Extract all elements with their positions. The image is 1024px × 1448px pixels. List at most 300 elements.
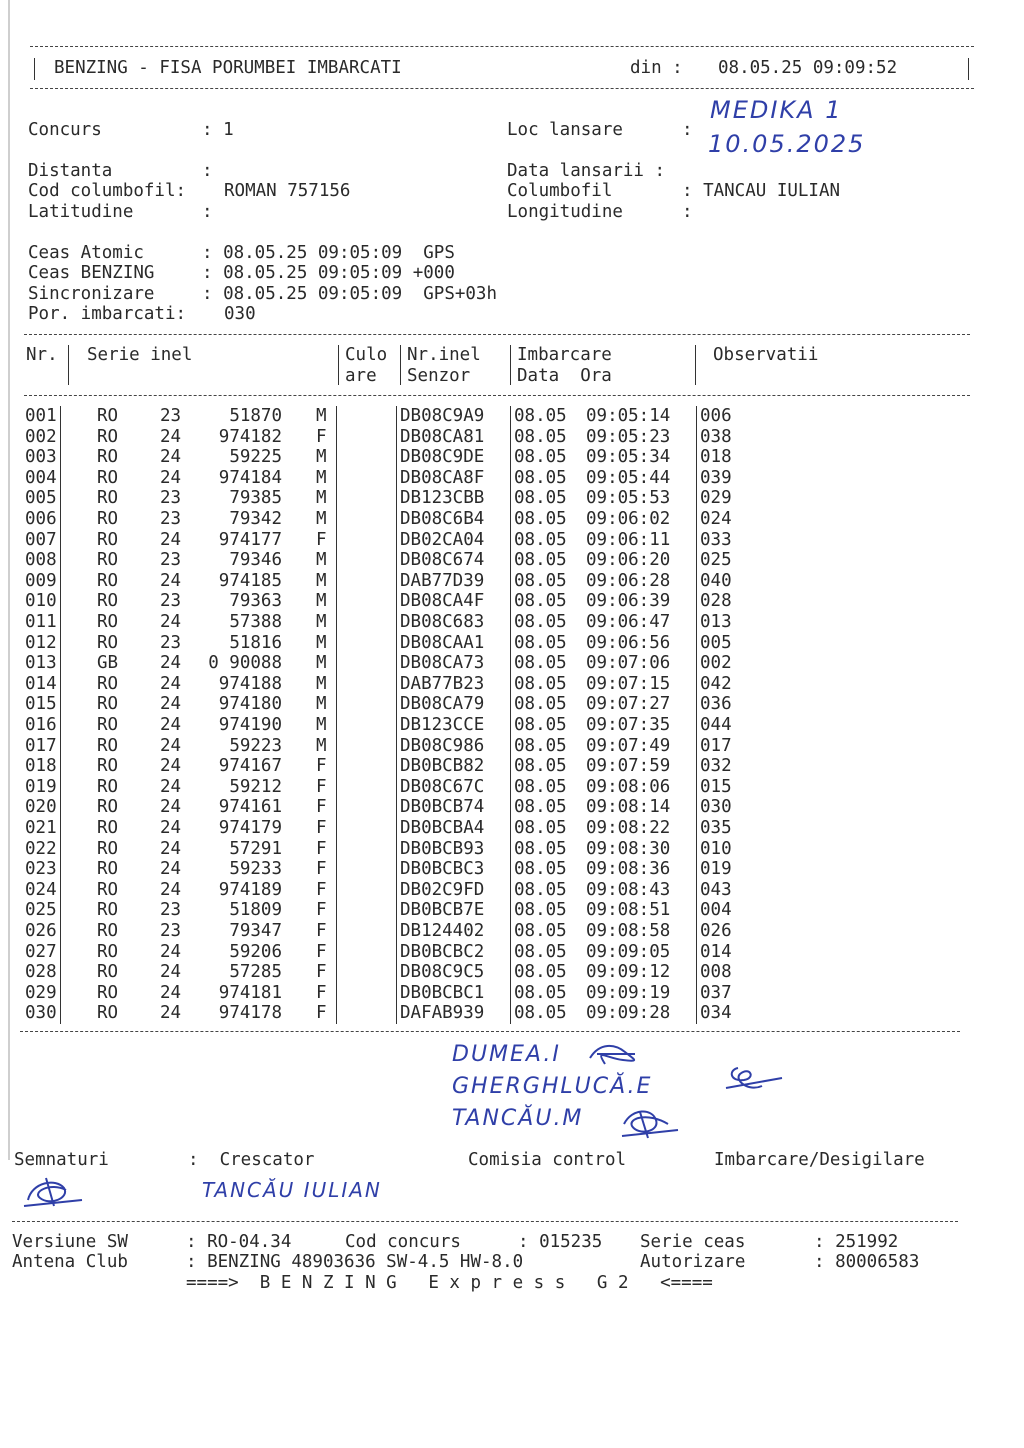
sensor-id: DB08C9DE xyxy=(400,447,485,468)
embark-date: 08.05 xyxy=(514,426,567,447)
table-row xyxy=(0,612,1024,632)
observation: 029 xyxy=(700,488,732,509)
embark-date: 08.05 xyxy=(514,570,567,591)
table-row xyxy=(0,406,1024,426)
ring-country: RO xyxy=(97,859,119,880)
row-number: 003 xyxy=(25,447,57,468)
row-number: 009 xyxy=(25,570,57,591)
observation: 019 xyxy=(700,859,732,880)
antena-club-value: : BENZING 48903636 SW-4.5 HW-8.0 xyxy=(186,1252,524,1272)
observation: 037 xyxy=(700,982,732,1003)
row-number: 001 xyxy=(25,406,57,426)
sensor-id: DB123CCE xyxy=(400,715,485,735)
observation: 038 xyxy=(700,426,732,447)
ring-number: 974180 xyxy=(218,694,282,715)
col-header-serie-inel: Serie inel xyxy=(87,345,193,365)
observation: 014 xyxy=(700,941,732,962)
observation: 024 xyxy=(700,509,732,529)
embark-date: 08.05 xyxy=(514,488,567,509)
ring-number: 51870 xyxy=(229,406,282,426)
serie-ceas-label: Serie ceas xyxy=(640,1232,746,1252)
embark-date: 08.05 xyxy=(514,962,567,983)
column-separator xyxy=(60,406,61,1024)
pigeon-sex: F xyxy=(316,756,327,777)
embark-time: 09:08:06 xyxy=(586,776,671,797)
pigeon-sex: F xyxy=(316,982,327,1003)
longitudine-label: Longitudine xyxy=(507,202,623,222)
embark-time: 09:07:35 xyxy=(586,715,671,735)
embark-time: 09:05:34 xyxy=(586,447,671,468)
concurs-label: Concurs xyxy=(28,120,102,140)
row-number: 022 xyxy=(25,838,57,859)
observation: 043 xyxy=(700,879,732,900)
ring-year: 24 xyxy=(160,838,182,859)
ring-number: 59206 xyxy=(229,941,282,962)
latitudine-label: Latitudine xyxy=(28,202,134,222)
row-number: 014 xyxy=(25,673,57,694)
loc-lansare-label: Loc lansare xyxy=(507,120,623,140)
table-row xyxy=(0,550,1024,570)
versiune-sw-value: : RO-04.34 xyxy=(186,1232,292,1252)
imbarcare-desigilare-label: Imbarcare/Desigilare xyxy=(714,1150,925,1170)
distanta-label: Distanta xyxy=(28,161,113,181)
pigeon-sex: F xyxy=(316,529,327,550)
embark-time: 09:06:47 xyxy=(586,612,671,632)
data-lansarii-label: Data lansarii : xyxy=(507,161,666,181)
table-row xyxy=(0,736,1024,756)
observation: 004 xyxy=(700,900,732,921)
sensor-id: DB08C9A9 xyxy=(400,406,485,426)
ring-number: 974190 xyxy=(218,715,282,735)
serie-ceas-value: : 251992 xyxy=(814,1232,899,1252)
table-row xyxy=(0,921,1024,941)
embark-time: 09:07:27 xyxy=(586,694,671,715)
ring-country: RO xyxy=(97,632,119,653)
table-row xyxy=(0,777,1024,797)
observation: 036 xyxy=(700,694,732,715)
col-header-nrinel-1: Nr.inel xyxy=(407,345,481,365)
ring-number: 974184 xyxy=(218,467,282,488)
embark-time: 09:08:36 xyxy=(586,859,671,880)
ring-number: 974178 xyxy=(218,1003,282,1024)
row-number: 007 xyxy=(25,529,57,550)
comisia-control-label: Comisia control xyxy=(468,1150,627,1170)
ring-country: RO xyxy=(97,694,119,715)
col-header-imbarcare-2: Data Ora xyxy=(517,366,612,386)
handwritten-release-date: 10.05.2025 xyxy=(708,130,866,158)
pigeon-sex: F xyxy=(316,818,327,838)
ring-country: RO xyxy=(97,447,119,468)
row-number: 011 xyxy=(25,612,57,632)
embark-time: 09:05:53 xyxy=(586,488,671,509)
sensor-id: DB08CA4F xyxy=(400,591,485,612)
ring-year: 24 xyxy=(160,879,182,900)
ceas-benzing-label: Ceas BENZING xyxy=(28,263,155,283)
ring-country: RO xyxy=(97,529,119,550)
observation: 035 xyxy=(700,818,732,838)
ring-number: 57388 xyxy=(229,612,282,632)
embark-time: 09:08:43 xyxy=(586,879,671,900)
ring-year: 24 xyxy=(160,859,182,880)
ring-country: RO xyxy=(97,982,119,1003)
sensor-id: DB0BCBC1 xyxy=(400,982,485,1003)
embark-date: 08.05 xyxy=(514,879,567,900)
table-row xyxy=(0,591,1024,611)
table-row xyxy=(0,756,1024,776)
ring-year: 23 xyxy=(160,488,182,509)
header-sep xyxy=(400,345,401,385)
ring-country: RO xyxy=(97,921,119,941)
pigeon-sex: F xyxy=(316,838,327,859)
ring-country: RO xyxy=(97,941,119,962)
sensor-id: DB08CAA1 xyxy=(400,632,485,653)
ring-year: 23 xyxy=(160,550,182,571)
ring-country: RO xyxy=(97,879,119,900)
embark-date: 08.05 xyxy=(514,694,567,715)
table-header-top-rule xyxy=(24,334,970,335)
handwritten-release-location: MEDIKA 1 xyxy=(710,96,843,124)
ring-year: 24 xyxy=(160,467,182,488)
embark-date: 08.05 xyxy=(514,941,567,962)
ring-year: 24 xyxy=(160,447,182,468)
ring-country: RO xyxy=(97,509,119,529)
ring-number: 79342 xyxy=(229,509,282,529)
row-number: 028 xyxy=(25,962,57,983)
table-row xyxy=(0,818,1024,838)
ceas-benzing-value: : 08.05.25 09:05:09 +000 xyxy=(202,263,455,283)
ring-number: 51816 xyxy=(229,632,282,653)
row-number: 017 xyxy=(25,735,57,756)
ring-country: RO xyxy=(97,838,119,859)
table-row xyxy=(0,859,1024,879)
row-number: 024 xyxy=(25,879,57,900)
col-header-nr: Nr. xyxy=(26,345,58,365)
ring-number: 59233 xyxy=(229,859,282,880)
header-right-bar xyxy=(968,58,969,80)
handwritten-commission-member-1: DUMEA.I xyxy=(452,1042,561,1067)
ring-number: 974177 xyxy=(218,529,282,550)
sensor-id: DB0BCB93 xyxy=(400,838,485,859)
sincronizare-label: Sincronizare xyxy=(28,284,155,304)
embark-time: 09:09:28 xyxy=(586,1003,671,1024)
ring-year: 24 xyxy=(160,653,182,674)
print-timestamp: 08.05.25 09:09:52 xyxy=(718,58,898,78)
table-row xyxy=(0,983,1024,1003)
ring-number: 974185 xyxy=(218,570,282,591)
ring-country: RO xyxy=(97,612,119,632)
ring-country: RO xyxy=(97,550,119,571)
header-left-bar xyxy=(34,58,35,80)
row-number: 019 xyxy=(25,776,57,797)
handwritten-commission-member-3: TANCĂU.M xyxy=(452,1106,584,1131)
ring-country: RO xyxy=(97,488,119,509)
row-number: 006 xyxy=(25,509,57,529)
antena-club-label: Antena Club xyxy=(12,1252,128,1272)
embark-date: 08.05 xyxy=(514,756,567,777)
observation: 040 xyxy=(700,570,732,591)
header-bottom-rule xyxy=(30,88,974,89)
pigeon-sex: F xyxy=(316,962,327,983)
distanta-colon: : xyxy=(202,161,213,181)
embark-time: 09:06:56 xyxy=(586,632,671,653)
observation: 039 xyxy=(700,467,732,488)
crescator-label: : Crescator xyxy=(188,1150,315,1170)
ring-number: 974179 xyxy=(218,818,282,838)
pigeon-sex: F xyxy=(316,879,327,900)
ring-country: RO xyxy=(97,570,119,591)
ring-country: RO xyxy=(97,426,119,447)
ceas-atomic-label: Ceas Atomic xyxy=(28,243,144,263)
row-number: 021 xyxy=(25,818,57,838)
embark-date: 08.05 xyxy=(514,797,567,818)
table-row xyxy=(0,694,1024,714)
ring-number: 974188 xyxy=(218,673,282,694)
column-separator xyxy=(510,406,511,1024)
commission-signature-1 xyxy=(585,1040,645,1068)
ring-year: 23 xyxy=(160,509,182,529)
embark-time: 09:06:28 xyxy=(586,570,671,591)
observation: 026 xyxy=(700,921,732,941)
pigeon-sex: M xyxy=(316,550,327,571)
header-sep xyxy=(338,345,339,385)
por-imbarcati-value: 030 xyxy=(224,304,256,324)
embark-time: 09:09:05 xyxy=(586,941,671,962)
table-row xyxy=(0,900,1024,920)
pigeon-sex: F xyxy=(316,776,327,797)
embark-time: 09:07:15 xyxy=(586,673,671,694)
header-sep xyxy=(68,345,69,385)
embark-time: 09:09:19 xyxy=(586,982,671,1003)
embark-date: 08.05 xyxy=(514,1003,567,1024)
por-imbarcati-label: Por. imbarcati: xyxy=(28,304,187,324)
observation: 044 xyxy=(700,715,732,735)
ring-number: 57291 xyxy=(229,838,282,859)
embark-date: 08.05 xyxy=(514,406,567,426)
ring-number: 59223 xyxy=(229,735,282,756)
row-number: 020 xyxy=(25,797,57,818)
embark-date: 08.05 xyxy=(514,467,567,488)
row-number: 026 xyxy=(25,921,57,941)
pigeon-sex: M xyxy=(316,694,327,715)
header-sep xyxy=(695,345,696,385)
ring-year: 24 xyxy=(160,756,182,777)
pigeon-sex: M xyxy=(316,406,327,426)
semnaturi-label: Semnaturi xyxy=(14,1150,109,1170)
sensor-id: DB0BCB7E xyxy=(400,900,485,921)
pigeon-sex: F xyxy=(316,900,327,921)
embark-time: 09:07:49 xyxy=(586,735,671,756)
sensor-id: DB08C674 xyxy=(400,550,485,571)
sensor-id: DB08C67C xyxy=(400,776,485,797)
table-row xyxy=(0,674,1024,694)
ring-country: RO xyxy=(97,900,119,921)
ring-year: 24 xyxy=(160,735,182,756)
sensor-id: DB08C6B4 xyxy=(400,509,485,529)
observation: 032 xyxy=(700,756,732,777)
table-header-bottom-rule xyxy=(24,395,970,396)
column-separator xyxy=(696,406,697,1024)
sensor-id: DB124402 xyxy=(400,921,485,941)
sensor-id: DB0BCBC2 xyxy=(400,941,485,962)
table-row xyxy=(0,1003,1024,1023)
pigeon-sex: M xyxy=(316,467,327,488)
ring-country: RO xyxy=(97,756,119,777)
embark-date: 08.05 xyxy=(514,776,567,797)
table-row xyxy=(0,447,1024,467)
columbofil-label: Columbofil xyxy=(507,181,613,201)
embark-time: 09:09:12 xyxy=(586,962,671,983)
table-row xyxy=(0,427,1024,447)
row-number: 016 xyxy=(25,715,57,735)
pigeon-sex: M xyxy=(316,653,327,674)
pigeon-sex: F xyxy=(316,921,327,941)
sensor-id: DB0BCBC3 xyxy=(400,859,485,880)
din-label: din : xyxy=(630,58,683,78)
ring-number: 59225 xyxy=(229,447,282,468)
embark-date: 08.05 xyxy=(514,838,567,859)
table-row xyxy=(0,880,1024,900)
cod-concurs-value: : 015235 xyxy=(518,1232,603,1252)
sensor-id: DAFAB939 xyxy=(400,1003,485,1024)
ring-country: RO xyxy=(97,406,119,426)
embark-time: 09:05:44 xyxy=(586,467,671,488)
observation: 006 xyxy=(700,406,732,426)
ring-number: 974181 xyxy=(218,982,282,1003)
row-number: 023 xyxy=(25,859,57,880)
ring-number: 59212 xyxy=(229,776,282,797)
col-header-nrinel-2: Senzor xyxy=(407,366,471,386)
row-number: 013 xyxy=(25,653,57,674)
sensor-id: DAB77D39 xyxy=(400,570,485,591)
ring-country: RO xyxy=(97,715,119,735)
ring-country: RO xyxy=(97,467,119,488)
embark-date: 08.05 xyxy=(514,612,567,632)
ring-year: 24 xyxy=(160,570,182,591)
observation: 034 xyxy=(700,1003,732,1024)
handwritten-commission-member-2: GHERGHLUCĂ.E xyxy=(452,1074,653,1099)
column-separator xyxy=(396,406,397,1024)
pigeon-sex: M xyxy=(316,591,327,612)
table-row xyxy=(0,797,1024,817)
embark-date: 08.05 xyxy=(514,921,567,941)
table-row xyxy=(0,530,1024,550)
embark-time: 09:06:11 xyxy=(586,529,671,550)
column-separator xyxy=(336,406,337,1024)
commission-signature-2 xyxy=(720,1060,790,1096)
col-header-imbarcare-1: Imbarcare xyxy=(517,345,612,365)
pigeon-sex: M xyxy=(316,715,327,735)
embark-date: 08.05 xyxy=(514,632,567,653)
observation: 028 xyxy=(700,591,732,612)
ring-country: GB xyxy=(97,653,119,674)
pigeon-sex: M xyxy=(316,447,327,468)
sensor-id: DB123CBB xyxy=(400,488,485,509)
embark-date: 08.05 xyxy=(514,673,567,694)
ring-year: 23 xyxy=(160,900,182,921)
table-bottom-rule xyxy=(20,1031,960,1032)
sensor-id: DB08C9C5 xyxy=(400,962,485,983)
concurs-value: : 1 xyxy=(202,120,234,140)
embark-date: 08.05 xyxy=(514,653,567,674)
versiune-sw-label: Versiune SW xyxy=(12,1232,128,1252)
pigeon-sex: F xyxy=(316,1003,327,1024)
commission-signature-3 xyxy=(618,1102,684,1142)
cod-concurs-label: Cod concurs xyxy=(345,1232,461,1252)
latitudine-colon: : xyxy=(202,202,213,222)
ring-country: RO xyxy=(97,673,119,694)
loc-lansare-colon: : xyxy=(682,120,693,140)
pigeon-sex: M xyxy=(316,488,327,509)
ring-year: 23 xyxy=(160,921,182,941)
table-row xyxy=(0,633,1024,653)
embark-time: 09:08:14 xyxy=(586,797,671,818)
ceas-atomic-value: : 08.05.25 09:05:09 GPS xyxy=(202,243,455,263)
col-header-observatii: Observatii xyxy=(713,345,819,365)
table-row xyxy=(0,942,1024,962)
row-number: 015 xyxy=(25,694,57,715)
row-number: 008 xyxy=(25,550,57,571)
ring-number: 51809 xyxy=(229,900,282,921)
ring-number: 974189 xyxy=(218,879,282,900)
ring-year: 24 xyxy=(160,962,182,983)
table-row xyxy=(0,839,1024,859)
embark-date: 08.05 xyxy=(514,818,567,838)
ring-country: RO xyxy=(97,797,119,818)
embark-date: 08.05 xyxy=(514,859,567,880)
embark-date: 08.05 xyxy=(514,900,567,921)
pigeon-sex: M xyxy=(316,612,327,632)
embark-time: 09:06:02 xyxy=(586,509,671,529)
header-top-rule xyxy=(30,46,974,47)
cod-columbofil-value: ROMAN 757156 xyxy=(224,181,351,201)
embark-time: 09:08:30 xyxy=(586,838,671,859)
benzing-express-banner: ====> B E N Z I N G E x p r e s s G 2 <==== xyxy=(186,1273,713,1293)
embark-date: 08.05 xyxy=(514,591,567,612)
ring-year: 23 xyxy=(160,632,182,653)
observation: 018 xyxy=(700,447,732,468)
sensor-id: DB08C986 xyxy=(400,735,485,756)
ring-number: 79363 xyxy=(229,591,282,612)
sensor-id: DB08CA73 xyxy=(400,653,485,674)
embark-time: 09:06:20 xyxy=(586,550,671,571)
embark-time: 09:05:14 xyxy=(586,406,671,426)
pigeon-sex: F xyxy=(316,941,327,962)
table-row xyxy=(0,653,1024,673)
row-number: 029 xyxy=(25,982,57,1003)
observation: 013 xyxy=(700,612,732,632)
ring-number: 974182 xyxy=(218,426,282,447)
ring-country: RO xyxy=(97,1003,119,1024)
pigeon-sex: F xyxy=(316,797,327,818)
embark-time: 09:06:39 xyxy=(586,591,671,612)
ring-year: 24 xyxy=(160,715,182,735)
observation: 025 xyxy=(700,550,732,571)
sensor-id: DB08CA79 xyxy=(400,694,485,715)
cod-columbofil-label: Cod columbofil: xyxy=(28,181,187,201)
embark-date: 08.05 xyxy=(514,735,567,756)
table-row xyxy=(0,488,1024,508)
ring-year: 24 xyxy=(160,694,182,715)
embark-time: 09:05:23 xyxy=(586,426,671,447)
ring-year: 23 xyxy=(160,406,182,426)
ring-year: 24 xyxy=(160,673,182,694)
table-row xyxy=(0,962,1024,982)
document-title: BENZING - FISA PORUMBEI IMBARCATI xyxy=(54,58,402,78)
observation: 002 xyxy=(700,653,732,674)
observation: 015 xyxy=(700,776,732,797)
ring-number: 57285 xyxy=(229,962,282,983)
ring-year: 24 xyxy=(160,941,182,962)
